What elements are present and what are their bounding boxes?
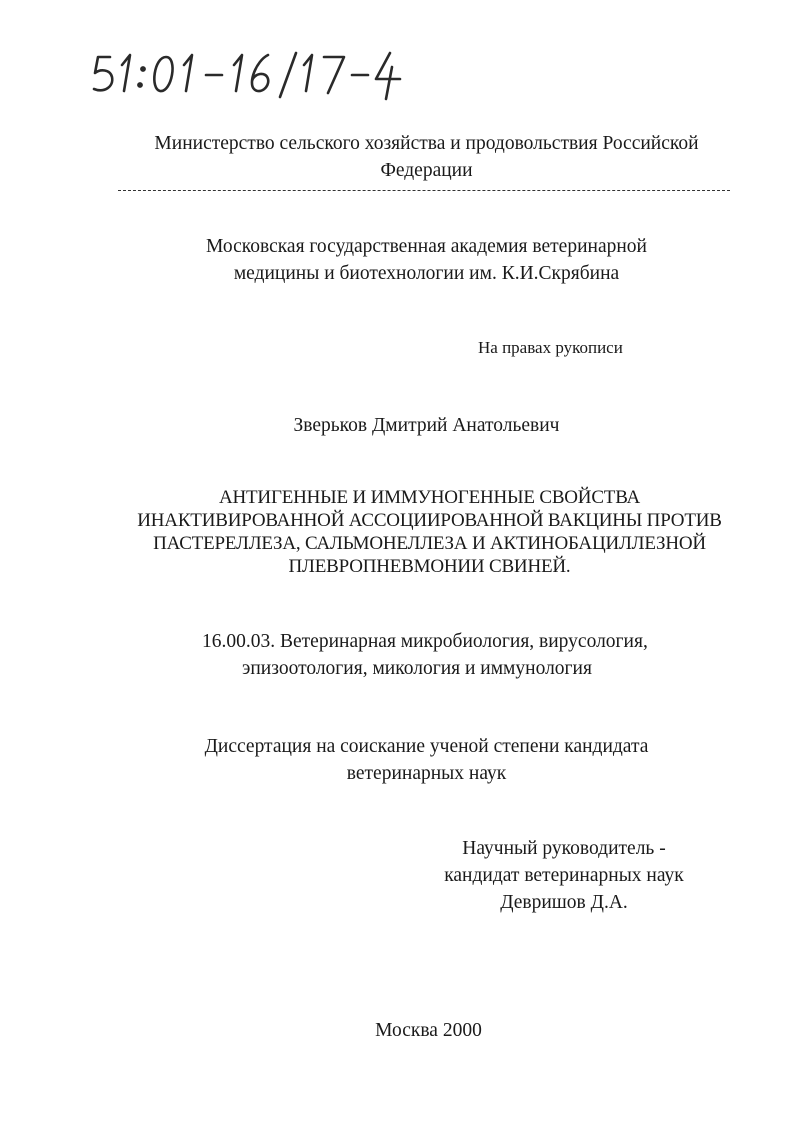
specialty-code (202, 628, 648, 682)
degree-line-2: ветеринарных наук (346, 763, 507, 784)
degree-line-1: Диссертация на соискание ученой степени кандидата (204, 736, 649, 757)
ministry-line-1: Министерство сельского хозяйства и продовольствия Российской (154, 133, 699, 154)
city-year (32, 1017, 793, 1044)
supervisor-line-2: кандидат ветеринарных наук (444, 865, 684, 886)
supervisor-line-3: Девришов Д.А. (500, 892, 628, 913)
supervisor-line-1: Научный руководитель - (462, 838, 666, 859)
dissertation-title (33, 486, 793, 578)
degree-statement (30, 733, 793, 787)
title-line-2: ИНАКТИВИРОВАННОЙ АССОЦИИРОВАННОЙ ВАКЦИНЫ ПРОТИВ (137, 510, 722, 531)
title-line-3: ПАСТЕРЕЛЛЕЗА, САЛЬМОНЕЛЛЕЗА И АКТИНОБАЦИЛЛЕЗНОЙ (153, 533, 706, 554)
city-year-text: Москва 2000 (375, 1020, 482, 1041)
title-line-4: ПЛЕВРОПНЕВМОНИИ СВИНЕЙ. (288, 556, 571, 577)
ministry-line-2: Федерации (380, 160, 473, 181)
specialty-line-1: 16.00.03. Ветеринарная микробиология, вирусология, (202, 631, 648, 652)
title-line-1: АНТИГЕННЫЕ И ИММУНОГЕННЫЕ СВОЙСТВА (218, 487, 641, 508)
academy-line-1: Московская государственная академия ветеринарной (206, 236, 647, 257)
academy-line-2: медицины и биотехнологии им. К.И.Скрябина (233, 263, 620, 284)
specialty-line-2: эпизоотология, микология и иммунология (242, 658, 592, 679)
author-name-text: Зверьков Дмитрий Анатольевич (293, 415, 560, 436)
academy-heading (30, 233, 793, 287)
handwritten-archive-code (88, 45, 408, 105)
rights-note: На правах рукописи (478, 338, 623, 357)
supervisor-block (428, 835, 700, 916)
author-name (30, 412, 793, 439)
ministry-heading (30, 130, 793, 184)
dashed-divider (118, 190, 730, 191)
